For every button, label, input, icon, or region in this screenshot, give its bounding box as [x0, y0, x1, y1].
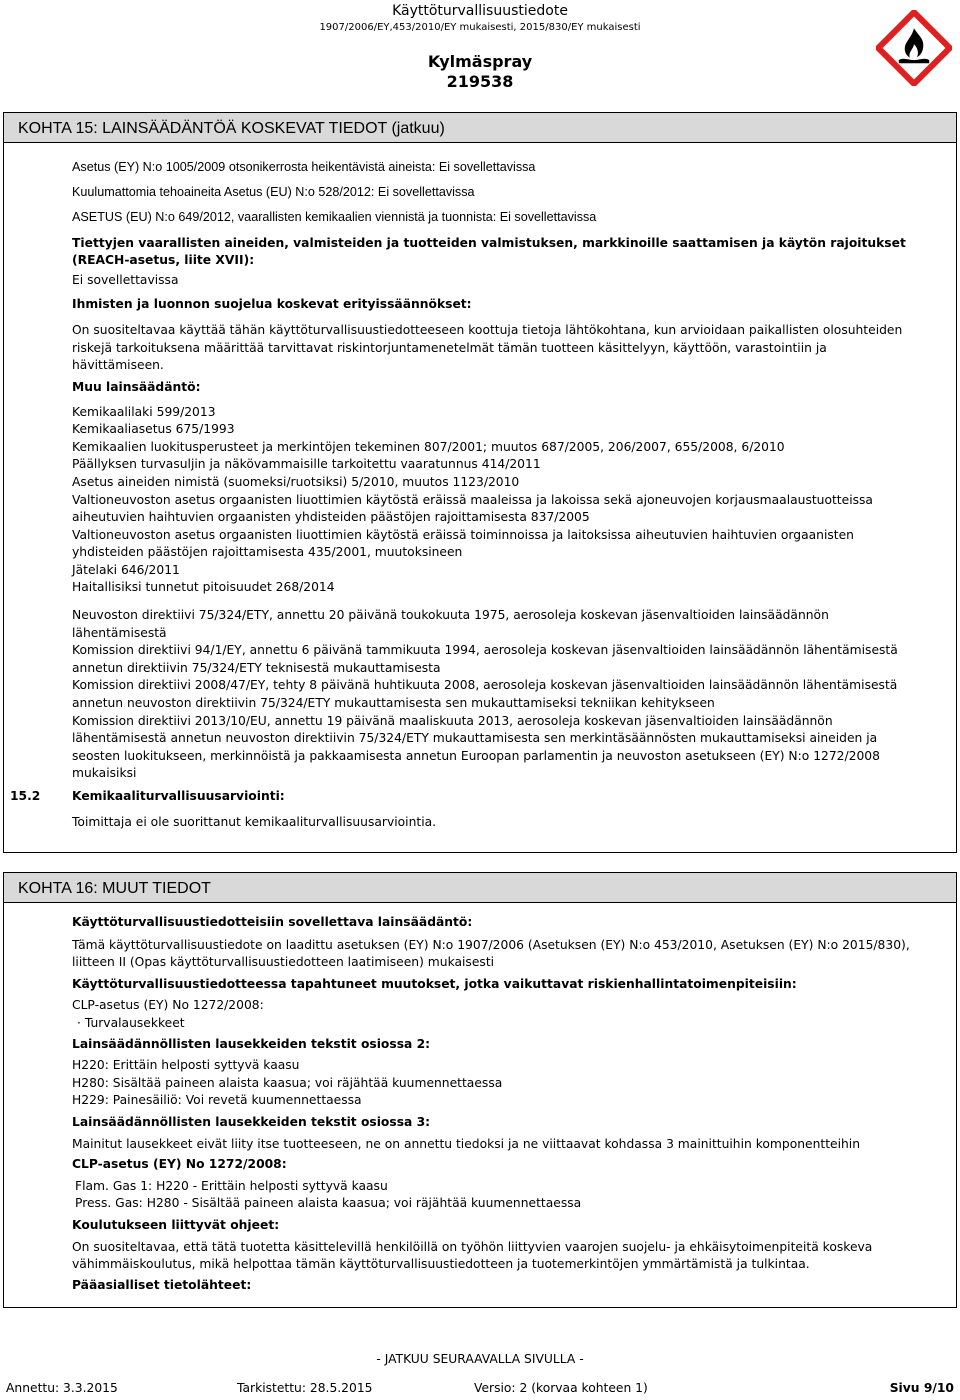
list-item: Asetus aineiden nimistä (suomeksi/ruotsiksi) 5/2010, muutos 1123/2010	[72, 474, 520, 489]
list-item: Flam. Gas 1: H220 - Erittäin helposti syttyvä kaasu	[75, 1178, 388, 1193]
list-item: Jätelaki 646/2011	[72, 562, 180, 577]
subsection-text: Toimittaja ei ole suorittanut kemikaaliturvallisuusarviointia.	[72, 814, 437, 829]
subsection-heading: Kemikaaliturvallisuusarviointi:	[72, 789, 285, 803]
clp-heading: CLP-asetus (EY) No 1272/2008:	[72, 1157, 287, 1172]
reach-value: Ei sovellettavissa	[72, 272, 179, 287]
section-16-title: KOHTA 16: MUUT TIEDOT	[4, 873, 956, 903]
regulation-line: ASETUS (EU) N:o 649/2012, vaarallisten kemikaalien viennistä ja tuonnista: Ei sovellettavissa	[72, 210, 597, 225]
regulation-line: Asetus (EY) N:o 1005/2009 otsonikerrosta heikentävistä aineista: Ei sovellettavissa	[72, 160, 536, 174]
list-item: Kemikaaliasetus 675/1993	[72, 422, 235, 437]
list-item: Valtioneuvoston asetus orgaanisten liuottimien käytöstä eräissä toiminnoissa ja laitoksissa aiheutuvien haihtuvien orgaanisten yhdisteiden päästöjen rajoittamisesta 435/2001, muutoksineen	[72, 527, 854, 560]
section2-list	[72, 1057, 912, 1110]
list-item: Komission direktiivi 2013/10/EU, annettu 19 päivänä maaliskuuta 2013, aerosoleja koskevan jäsenvaltioiden lainsäädännön lähentämisestä annetun neuvoston direktiivin 75/324/ETY mukauttamisesta sen merkintäsäännösten mukauttamiseksi aineiden ja seosten luokitukseen, merkinnöistä ja pakkaamisesta annetun Euroopan parlamentin ja neuvoston asetukseen (EY) N:o 1272/2008 mukaisiksi	[72, 713, 880, 781]
section2-heading: Lainsäädännöllisten lausekkeiden tekstit osiossa 2:	[72, 1036, 431, 1051]
changes-item: · Turvalausekkeet	[77, 1015, 185, 1030]
version-info: Versio: 2 (korvaa kohteen 1)	[474, 1381, 648, 1395]
continues-note: - JATKUU SEURAAVALLA SIVULLA -	[376, 1352, 584, 1366]
list-item: Valtioneuvoston asetus orgaanisten liuottimien käytöstä eräissä maaleissa ja lakoissa sekä ajoneuvojen korjausmaalaustuotteissa aiheutuvien haihtuvien orgaanisten yhdisteiden päästöjen rajoittamisesta 837/2005	[72, 492, 873, 525]
list-item: Komission direktiivi 94/1/EY, annettu 6 päivänä tammikuuta 1994, aerosoleja koskevan jäsenvaltioiden lainsäädännön lähentämisestä annetun direktiivin 75/324/ETY teknisestä mukauttamisesta	[72, 643, 898, 675]
section3-text: Mainitut lausekkeet eivät liity itse tuotteeseen, ne on annettu tiedoksi ja ne viittaavat kohdassa 3 mainittuihin komponentteihin	[72, 1136, 861, 1151]
regulation-reference: 1907/2006/EY,453/2010/EY mukaisesti, 2015/830/EY mukaisesti	[319, 22, 641, 33]
list-item: Press. Gas: H280 - Sisältää paineen alaista kaasua; voi räjähtää kuumennettaessa	[75, 1196, 582, 1211]
protection-text: On suositeltavaa käyttää tähän käyttöturvallisuustiedotteeseen koottuja tietoja lähtökohtana, kun arvioidaan paikallisten olosuhteiden riskejä tarkoituksena määrittää tarvittavat riskintorjuntamenetelmät tämän tuotteen käsittelyyn, käyttöön, varastointiin ja hävittämiseen.	[72, 323, 903, 373]
section-15	[3, 112, 957, 853]
list-item: H220: Erittäin helposti syttyvä kaasu	[72, 1058, 300, 1073]
subsection-number: 15.2	[10, 789, 41, 803]
legislation-heading: Käyttöturvallisuustiedotteisiin sovellettava lainsäädäntö:	[72, 915, 473, 929]
list-item: H229: Painesäiliö: Voi revetä kuumennettaessa	[72, 1093, 362, 1108]
section-15-title: KOHTA 15: LAINSÄÄDÄNTÖÄ KOSKEVAT TIEDOT (jatkuu)	[4, 113, 956, 143]
list-item: Päällyksen turvasuljin ja näkövammaisille tarkoitettu vaaratunnus 414/2011	[72, 457, 541, 472]
sources-heading: Pääasialliset tietolähteet:	[72, 1277, 252, 1292]
product-name: Kylmäspray	[427, 52, 533, 71]
issued-date: Annettu: 3.3.2015	[6, 1381, 118, 1395]
training-heading: Koulutukseen liittyvät ohjeet:	[72, 1217, 280, 1232]
directives-list	[72, 607, 912, 783]
product-header	[0, 52, 960, 92]
changes-clp: CLP-asetus (EY) No 1272/2008:	[72, 998, 264, 1013]
legislation-text: Tämä käyttöturvallisuustiedote on laadittu asetuksen (EY) N:o 1907/2006 (Asetuksen (EY) N:o 453/2010, Asetuksen (EY) N:o 2015/830), liitteen II (Opas käyttöturvallisuustiedotteen laatimiseen) mukaisesti	[72, 937, 910, 970]
training-text: On suositeltavaa, että tätä tuotetta käsittelevillä henkilöillä on työhön liittyvien vaarojen suojelu- ja ehkäisytoimenpiteitä koskeva vähimmäiskoulutus, mikä helpottaa tämän käyttöturvallisuustiedotteen ja tuotemerkintöjen ymmärtämistä ja tulkintaa.	[72, 1239, 873, 1272]
other-legislation-heading: Muu lainsäädäntö:	[72, 379, 201, 394]
list-item: Kemikaalilaki 599/2013	[72, 404, 216, 419]
list-item: Kemikaalien luokitusperusteet ja merkintöjen tekeminen 807/2001; muutos 687/2005, 206/2007, 655/2008, 6/2010	[72, 439, 785, 454]
section-16	[3, 872, 957, 1308]
page-number: Sivu 9/10	[889, 1381, 954, 1395]
subsection-15-2	[10, 788, 912, 831]
other-legislation-list	[72, 404, 912, 598]
section3-heading: Lainsäädännöllisten lausekkeiden tekstit osiossa 3:	[72, 1114, 431, 1129]
regulation-line: Kuulumattomia tehoaineita Asetus (EU) N:o 528/2012: Ei sovellettavissa	[72, 185, 475, 200]
list-item: Neuvoston direktiivi 75/324/ETY, annettu 20 päivänä toukokuuta 1975, aerosoleja koskevan jäsenvaltioiden lainsäädännön lähentämisestä	[72, 608, 829, 640]
flame-hazard-icon	[876, 10, 952, 86]
clp-list	[72, 1178, 912, 1213]
reach-heading: Tiettyjen vaarallisten aineiden, valmisteiden ja tuotteiden valmistuksen, markkinoille saattamisen ja käytön rajoitukset (REACH-asetus, liite XVII):	[72, 235, 906, 268]
protection-heading: Ihmisten ja luonnon suojelua koskevat erityissäännökset:	[72, 296, 472, 311]
product-number: 219538	[446, 72, 514, 91]
checked-date: Tarkistettu: 28.5.2015	[237, 1381, 373, 1395]
list-item: H280: Sisältää paineen alaista kaasua; voi räjähtää kuumennettaessa	[72, 1075, 503, 1090]
document-title: Käyttöturvallisuustiedote	[392, 3, 568, 19]
changes-heading: Käyttöturvallisuustiedotteessa tapahtuneet muutokset, jotka vaikuttavat riskienhallintatoimenpiteisiin:	[72, 976, 797, 991]
list-item: Haitallisiksi tunnetut pitoisuudet 268/2014	[72, 580, 335, 595]
list-item: Komission direktiivi 2008/47/EY, tehty 8 päivänä huhtikuuta 2008, aerosoleja koskevan jäsenvaltioiden lainsäädännön lähentämisestä annetun neuvoston direktiivin 75/324/ETY mukauttamisesta sen mukauttamiseksi tekniikan kehitykseen	[72, 678, 898, 711]
